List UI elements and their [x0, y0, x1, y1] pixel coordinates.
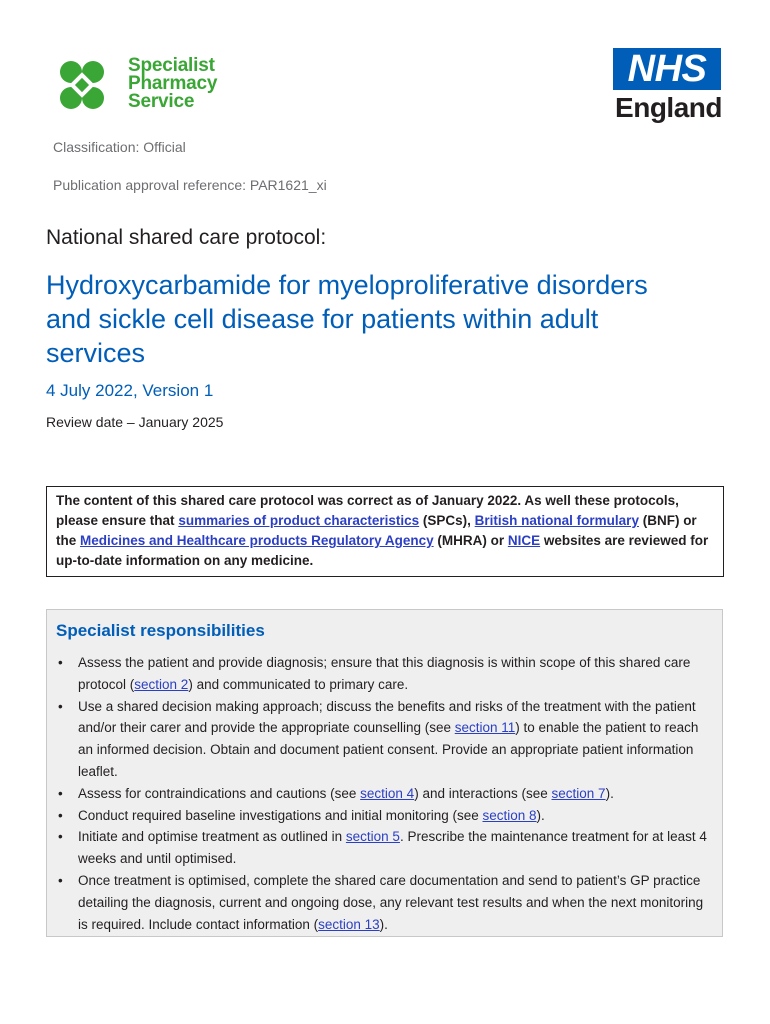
- link-section-8[interactable]: section 8: [482, 807, 537, 823]
- document-kicker: National shared care protocol:: [46, 226, 327, 249]
- link-section-2[interactable]: section 2: [134, 676, 189, 692]
- link-mhra[interactable]: Medicines and Healthcare products Regulatory Agency: [80, 533, 434, 548]
- sps-wordmark: [128, 57, 217, 111]
- item-text: ).: [379, 916, 388, 932]
- responsibilities-list: [56, 652, 712, 935]
- item-text: Assess for contraindications and cautions (see: [78, 785, 361, 801]
- item-text: . Prescribe the maintenance treatment for at least 4 weeks and until optimised.: [78, 829, 707, 867]
- sps-line-3: Service: [128, 91, 195, 112]
- link-section-5[interactable]: section 5: [345, 829, 400, 845]
- approval-reference: Publication approval reference: PAR1621_xi: [53, 177, 327, 193]
- notice-box: [46, 486, 724, 577]
- notice-text: (SPCs),: [419, 513, 475, 528]
- link-section-11[interactable]: section 11: [454, 720, 516, 736]
- specialist-responsibilities-panel: [46, 609, 723, 937]
- link-spc[interactable]: summaries of product characteristics: [178, 513, 420, 528]
- nhs-region: England: [615, 92, 722, 123]
- bullet-icon: •: [58, 785, 63, 801]
- link-section-7[interactable]: section 7: [551, 785, 606, 801]
- bullet-icon: •: [58, 807, 63, 823]
- panel-heading: Specialist responsibilities: [56, 621, 265, 640]
- list-item: [56, 870, 712, 935]
- item-text: ).: [605, 785, 614, 801]
- link-section-13[interactable]: section 13: [318, 916, 380, 932]
- nhs-england-logo: [608, 48, 724, 128]
- notice-text: The content of this shared care protocol was correct as of January 2022. As well these protocols, please ensure that: [56, 493, 679, 528]
- link-nice[interactable]: NICE: [507, 533, 541, 548]
- item-text: Use a shared decision making approach; discuss the benefits and risks of the treatment with the patient and/or their carer and provide the appropriate counselling (see: [78, 698, 696, 736]
- item-text: Conduct required baseline investigations and initial monitoring (see: [78, 807, 483, 823]
- bullet-icon: •: [58, 698, 63, 714]
- list-item: [56, 805, 712, 827]
- notice-text: (MHRA) or: [433, 533, 508, 548]
- link-section-4[interactable]: section 4: [360, 785, 415, 801]
- bullet-icon: •: [58, 655, 63, 670]
- sps-clover-icon: [53, 58, 111, 114]
- item-text: Assess the patient and provide diagnosis; ensure that this diagnosis is within scope of this shared care protocol (: [78, 655, 691, 692]
- list-item: [56, 826, 712, 870]
- sps-line-2: Pharmacy: [128, 73, 218, 94]
- notice-text: (BNF) or the: [56, 513, 697, 548]
- item-text: Once treatment is optimised, complete the shared care documentation and send to patient’s GP practice detailing the diagnosis, current and ongoing dose, any relevant test results and when the next monitoring is required. Include contact information (: [78, 872, 704, 932]
- bullet-icon: •: [58, 829, 63, 845]
- item-text: ).: [536, 807, 545, 823]
- item-text: ) and interactions (see: [414, 785, 552, 801]
- sps-logo: [53, 55, 243, 115]
- item-text: ) to enable the patient to reach an informed decision. Obtain and document patient consent. Provide an appropriate patient information leaflet.: [78, 720, 699, 779]
- notice-text: websites are reviewed for up-to-date information on any medicine.: [56, 533, 709, 568]
- sps-line-1: Specialist: [128, 55, 215, 76]
- list-item: [56, 652, 712, 696]
- list-item: [56, 696, 712, 783]
- document-title: Hydroxycarbamide for myeloproliferative disorders and sickle cell disease for patients within adult services: [46, 270, 648, 368]
- bullet-icon: •: [58, 872, 63, 888]
- nhs-badge: NHS: [613, 48, 721, 90]
- classification: Classification: Official: [53, 139, 186, 155]
- link-bnf[interactable]: British national formulary: [474, 513, 639, 528]
- item-text: Initiate and optimise treatment as outlined in: [78, 829, 346, 845]
- review-date: Review date – January 2025: [46, 414, 224, 430]
- document-version: 4 July 2022, Version 1: [46, 381, 214, 400]
- list-item: [56, 783, 712, 805]
- item-text: ) and communicated to primary care.: [188, 676, 409, 692]
